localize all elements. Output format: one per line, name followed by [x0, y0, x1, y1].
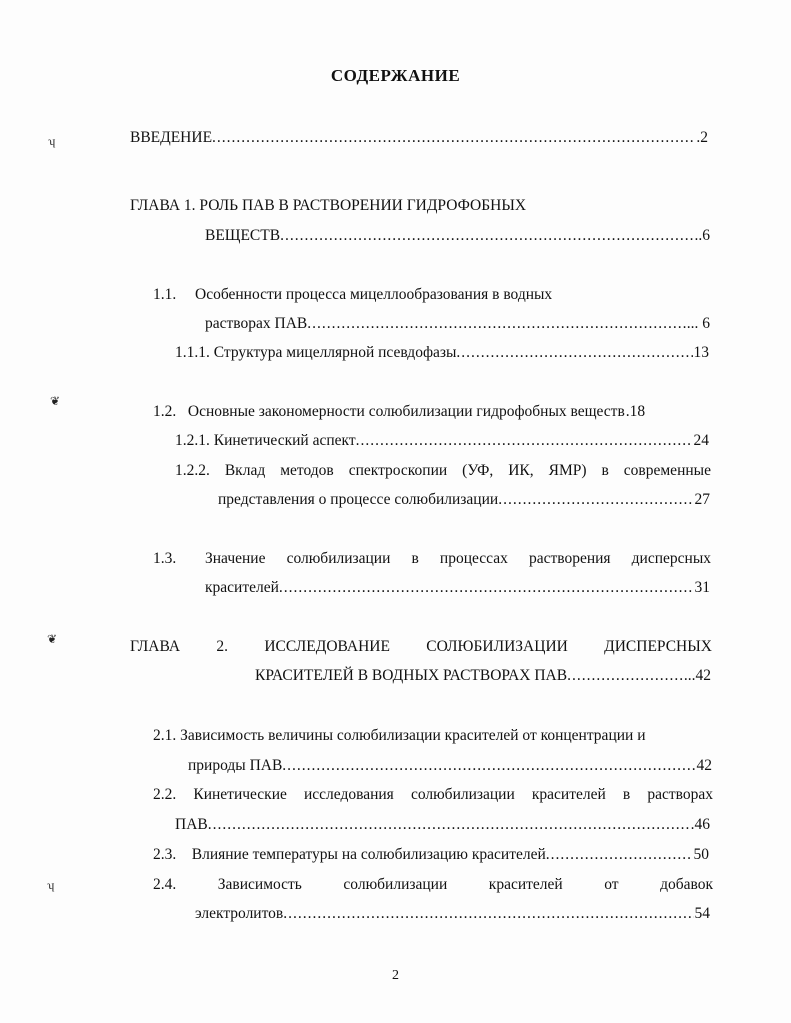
toc-section-2-1-title: 2.1. Зависимость величины солюбилизации красителей от концентрации и	[153, 727, 646, 744]
toc-entry-chapter-1[interactable]: ВЕЩЕСТВ ..... ..6	[205, 226, 710, 246]
toc-entry-1-2-2[interactable]: представления о процессе солюбилизации ..... 27	[218, 490, 710, 510]
margin-mark-icon: ❦	[47, 632, 58, 646]
section-number: 1.3.	[153, 550, 177, 567]
toc-section-1-1-title: Особенности процесса мицеллообразования в водных	[195, 286, 553, 303]
toc-section-2-2-title: 2.2. Кинетические исследования солюбилизации красителей в растворах	[153, 786, 713, 803]
toc-entry-1-1[interactable]: растворах ПАВ ..... ... 6	[205, 314, 710, 334]
toc-entry-2-3[interactable]: 2.3. Влияние температуры на солюбилизацию красителей ..... 50	[153, 845, 709, 865]
toc-entry-2-4[interactable]: электролитов ..... 54	[195, 904, 710, 924]
toc-chapter-1-title: ГЛАВА 1. РОЛЬ ПАВ В РАСТВОРЕНИИ ГИДРОФОБНЫХ	[130, 197, 527, 214]
section-number: 1.1.	[153, 286, 177, 303]
page-number: 2	[392, 968, 399, 983]
toc-entry-1-2[interactable]: 1.2. Основные закономерности солюбилизации гидрофобных веществ .18	[153, 403, 646, 420]
toc-entry-1-1-1[interactable]: 1.1.1. Структура мицеллярной псевдофазы ..... 13	[175, 343, 709, 363]
toc-section-1-3-title: Значение солюбилизации в процессах растворения дисперсных	[205, 550, 711, 567]
toc-entry-chapter-2[interactable]: КРАСИТЕЛЕЙ В ВОДНЫХ РАСТВОРАХ ПАВ ..... ...42	[255, 666, 711, 686]
toc-section-2-4-title: 2.4. Зависимость солюбилизации красителей от добавок	[153, 876, 713, 893]
toc-entry-2-1[interactable]: природы ПАВ ..... 42	[188, 756, 712, 776]
toc-chapter-2-title: ГЛАВА 2. ИССЛЕДОВАНИЕ СОЛЮБИЛИЗАЦИИ ДИСПЕРСНЫХ	[130, 638, 712, 655]
toc-entry-1-2-1[interactable]: 1.2.1. Кинетический аспект ..... 24	[175, 431, 709, 451]
margin-mark-icon: ❦	[50, 394, 61, 408]
page-title: СОДЕРЖАНИЕ	[330, 66, 461, 85]
toc-entry-2-2[interactable]: ПАВ ..... .46	[175, 815, 710, 835]
margin-mark-icon: ʮ	[48, 134, 56, 148]
toc-entry-1-3[interactable]: красителей ..... 31	[205, 578, 710, 598]
toc-entry-intro[interactable]: ВВЕДЕНИЕ ..... .2	[130, 128, 708, 148]
margin-mark-icon: ʮ	[47, 878, 55, 892]
toc-section-1-2-2-title: 1.2.2. Вклад методов спектроскопии (УФ, ИК, ЯМР) в современные	[175, 462, 711, 479]
